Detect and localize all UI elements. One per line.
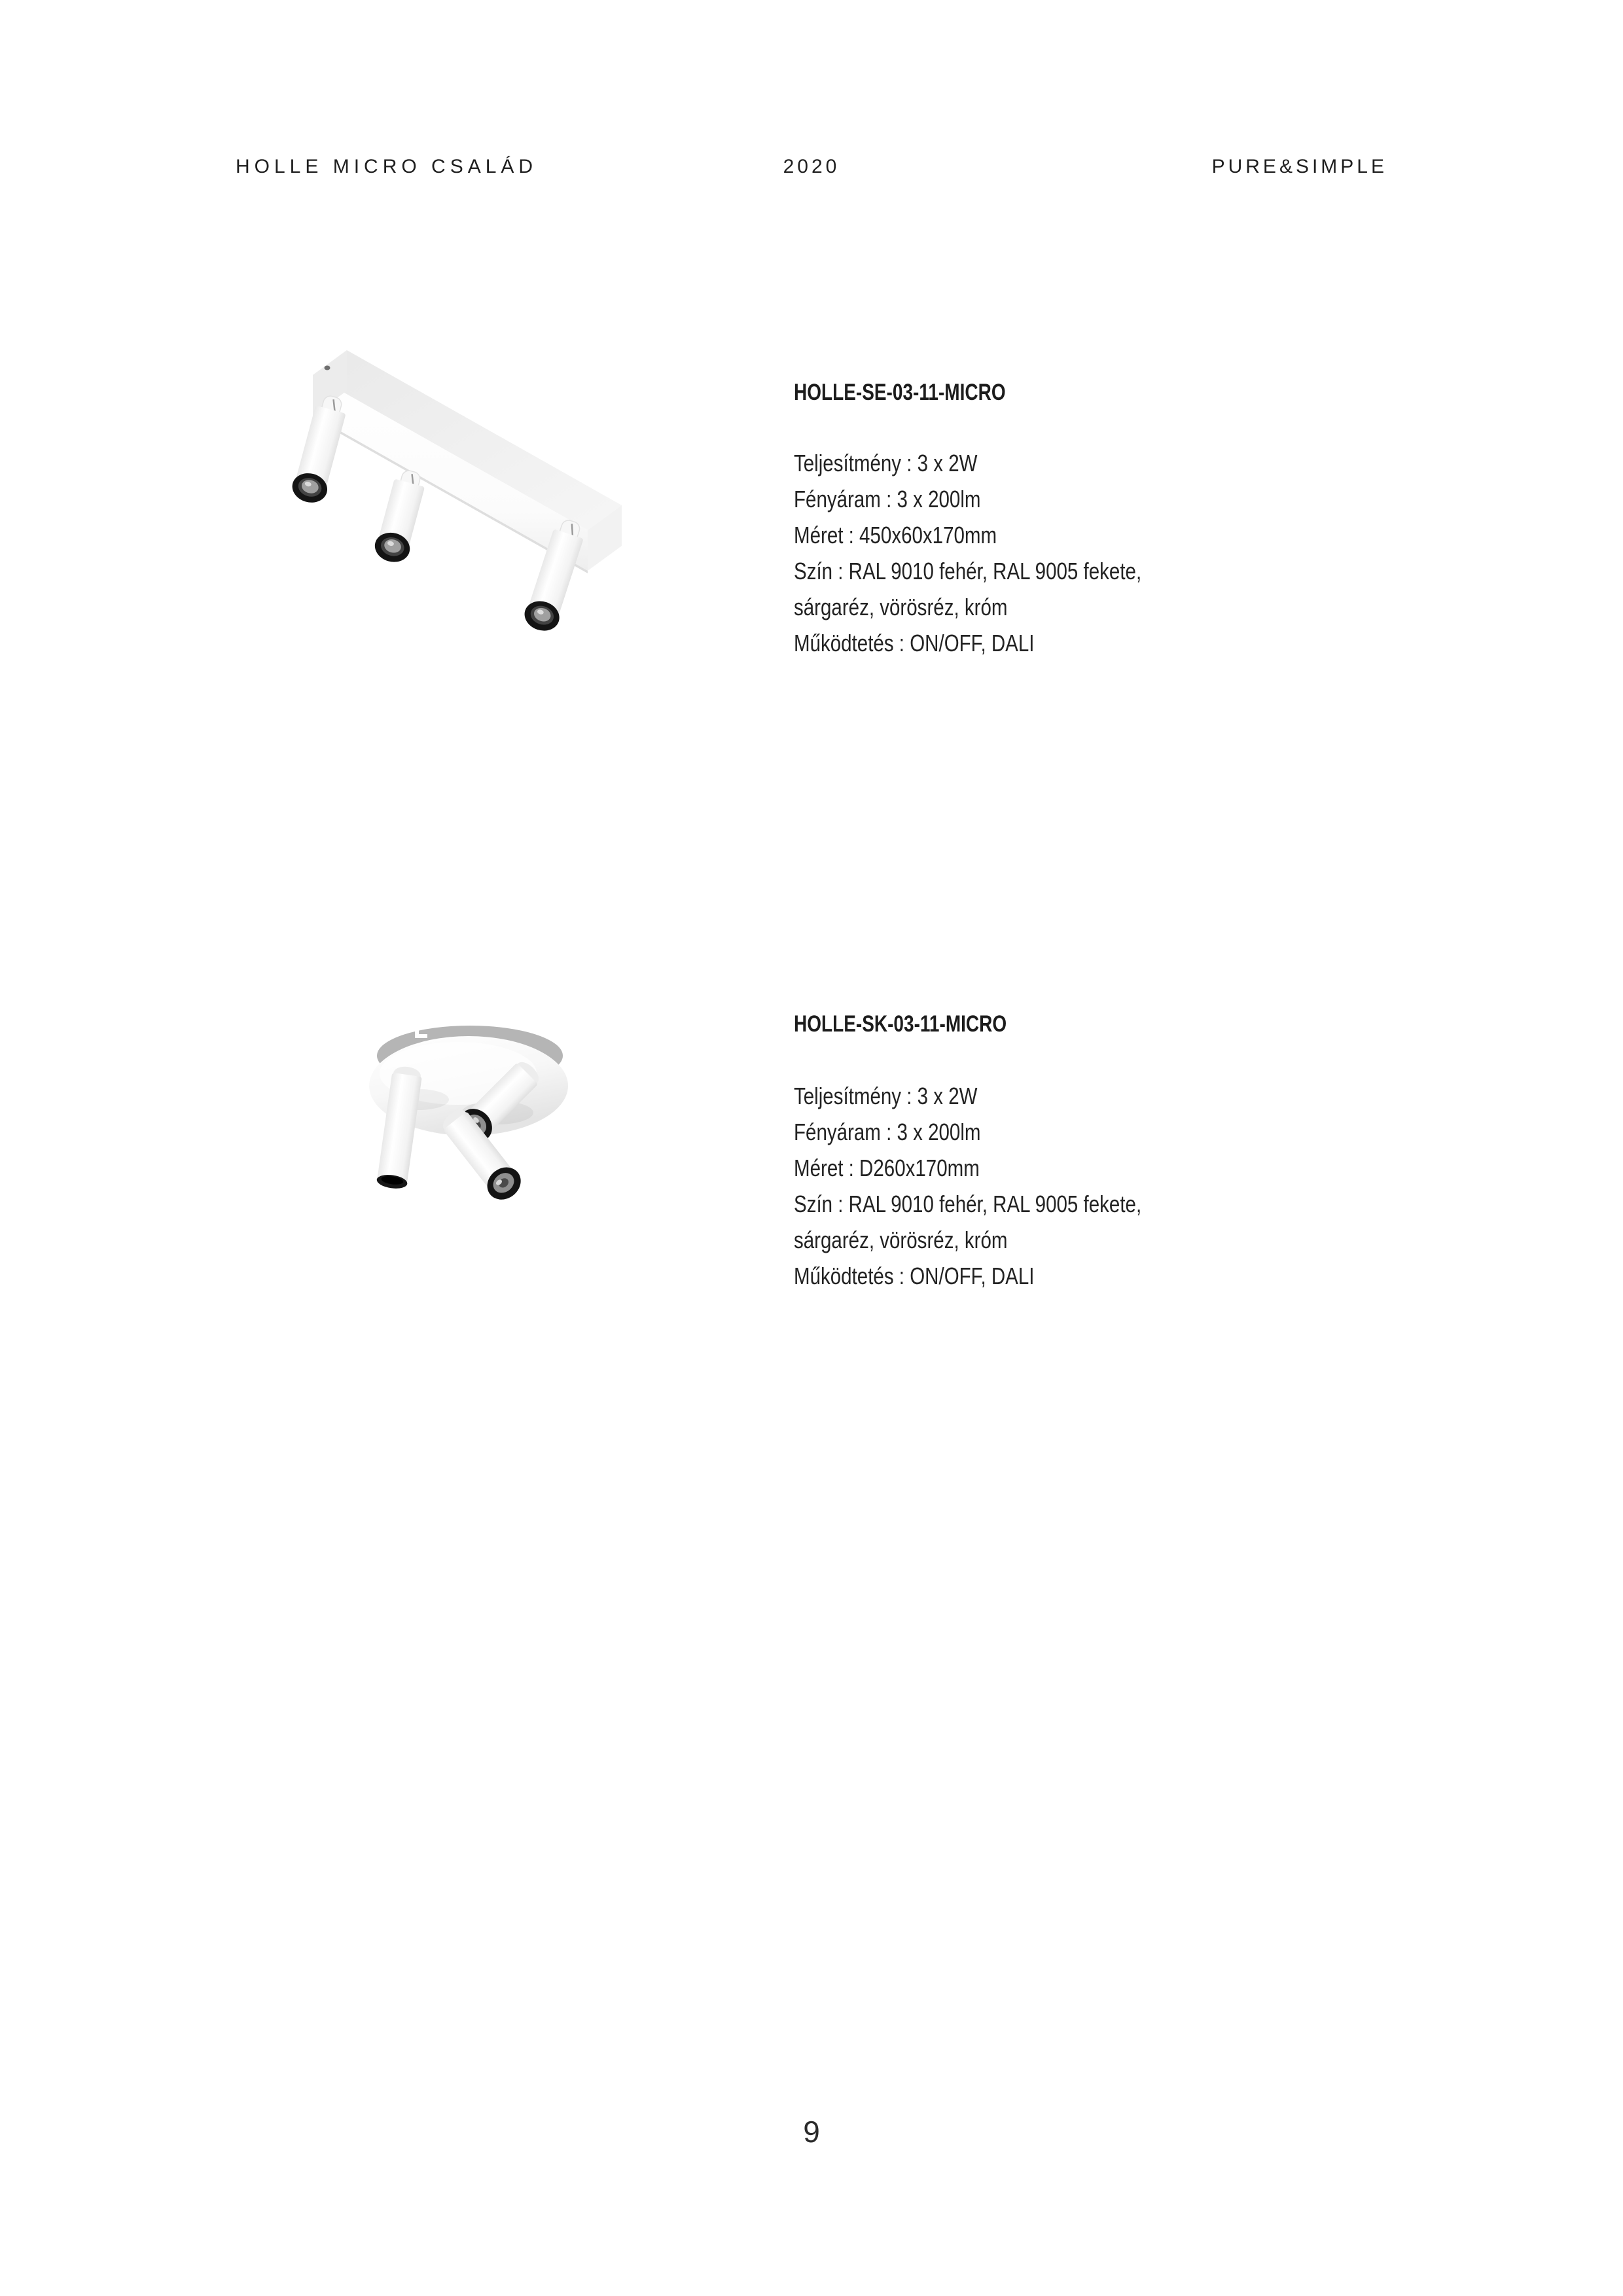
- spec-lumen: Fényáram : 3 x 200lm: [794, 1119, 981, 1145]
- product-code-2: HOLLE-SK-03-11-MICRO: [794, 1011, 1007, 1037]
- spec-color-cont: sárgaréz, vörösréz, króm: [794, 594, 1008, 620]
- product-specs-1: [794, 445, 1218, 661]
- product-photo-round-canopy-3-spots: [340, 1008, 602, 1204]
- spec-size: Méret : D260x170mm: [794, 1155, 980, 1181]
- header-brand: PURE&SIMPLE: [1211, 156, 1387, 177]
- spec-color-cont: sárgaréz, vörösréz, króm: [794, 1227, 1008, 1253]
- spec-lumen: Fényáram : 3 x 200lm: [794, 486, 981, 512]
- spec-color: Szín : RAL 9010 fehér, RAL 9005 fekete,: [794, 1191, 1142, 1217]
- product-specs-2: [794, 1078, 1218, 1294]
- spec-color: Szín : RAL 9010 fehér, RAL 9005 fekete,: [794, 558, 1142, 584]
- spot-cylinder-2: [372, 467, 430, 565]
- product-photo-linear-bar-3-spots: [275, 308, 668, 674]
- page-number: 9: [803, 2115, 820, 2149]
- spec-power: Teljesítmény : 3 x 2W: [794, 450, 978, 476]
- header-family-name: HOLLE MICRO CSALÁD: [236, 156, 538, 177]
- product-code-1: HOLLE-SE-03-11-MICRO: [794, 380, 1006, 405]
- spec-operation: Működtetés : ON/OFF, DALI: [794, 1263, 1035, 1289]
- spec-power: Teljesítmény : 3 x 2W: [794, 1083, 978, 1109]
- spec-operation: Működtetés : ON/OFF, DALI: [794, 630, 1035, 656]
- screw-hole: [325, 366, 330, 370]
- header-year: 2020: [783, 156, 840, 177]
- spec-size: Méret : 450x60x170mm: [794, 522, 997, 548]
